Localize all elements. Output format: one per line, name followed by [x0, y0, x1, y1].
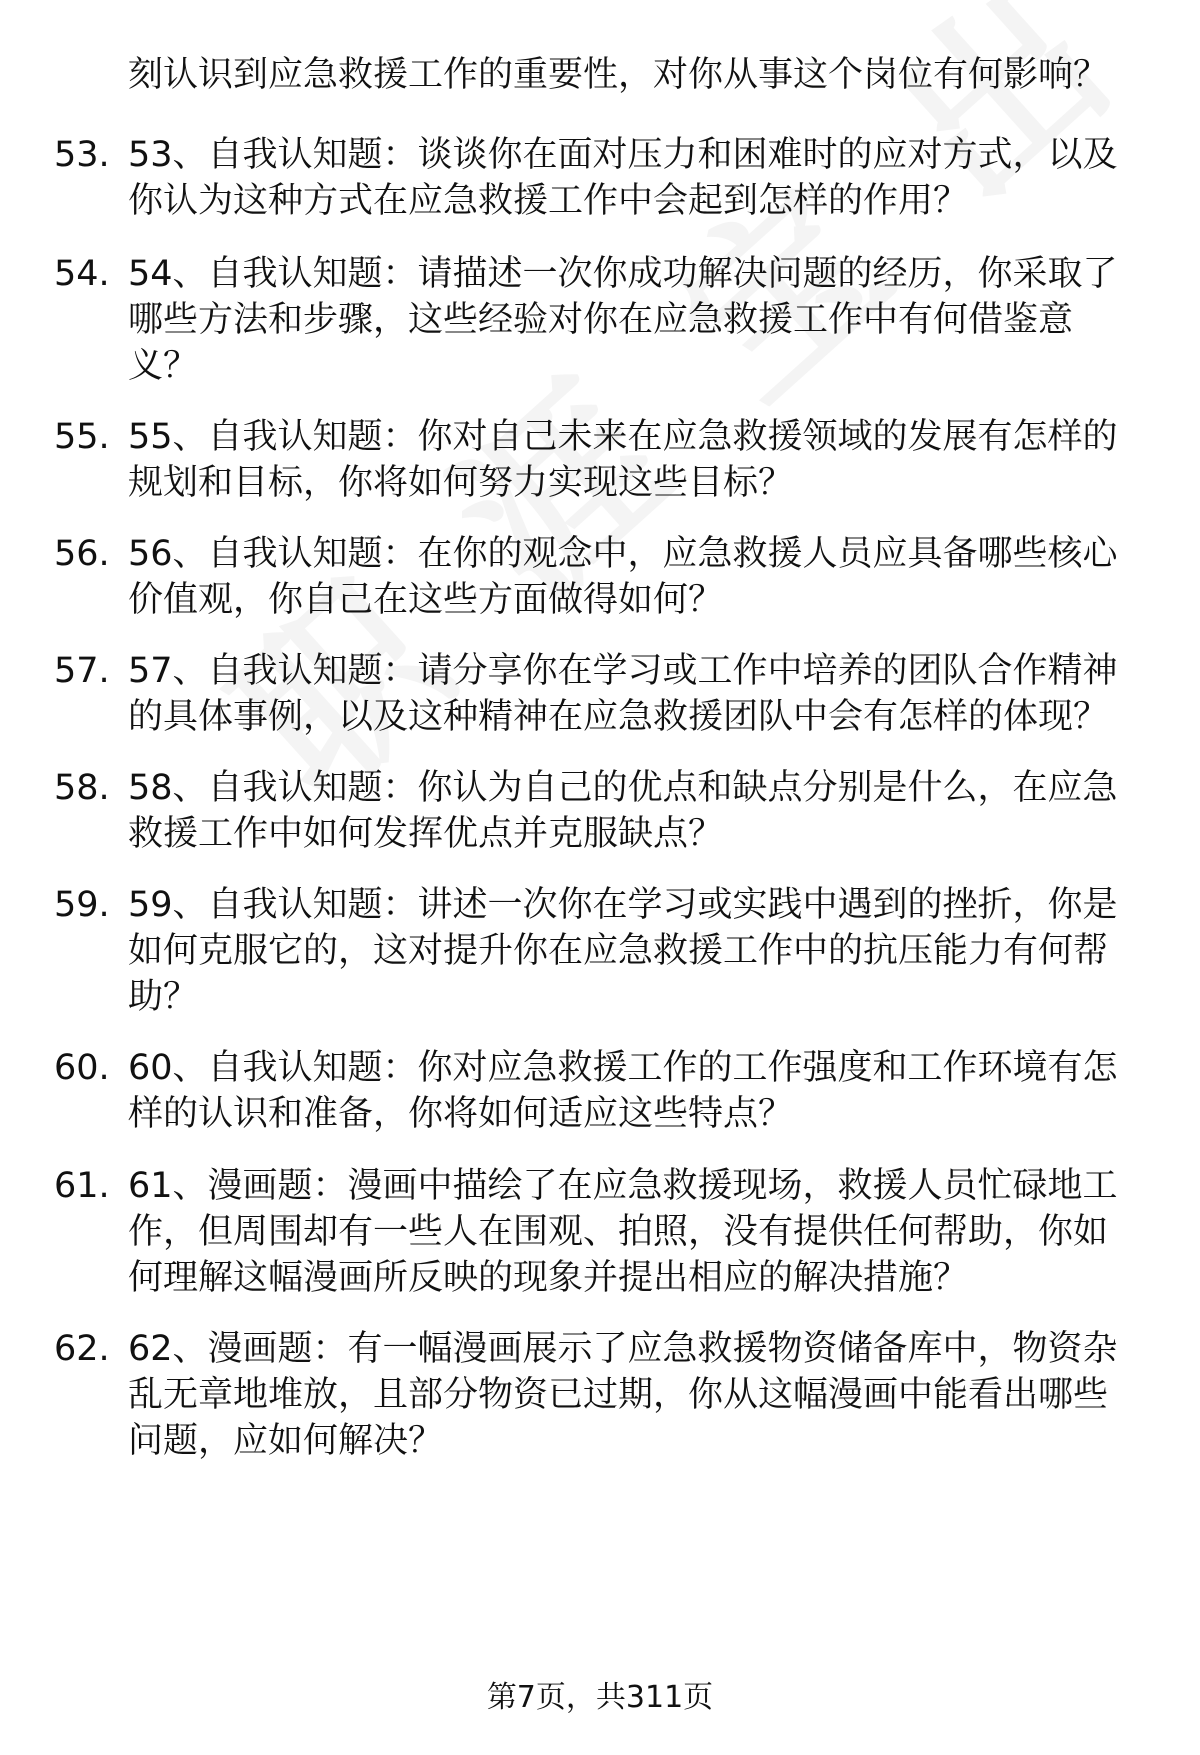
question-line: 60、自我认知题：你对应急救援工作的工作强度和工作环境有怎	[128, 1048, 1118, 1088]
question-line: 54、自我认知题：请描述一次你成功解决问题的经历，你采取了	[128, 254, 1118, 294]
question-line: 58、自我认知题：你认为自己的优点和缺点分别是什么，在应急	[128, 768, 1118, 808]
list-number: 57.	[54, 651, 110, 691]
question-line: 乱无章地堆放，且部分物资已过期，你从这幅漫画中能看出哪些	[128, 1375, 1109, 1415]
question-line: 55、自我认知题：你对自己未来在应急救援领域的发展有怎样的	[128, 417, 1118, 457]
question-line: 如何克服它的，这对提升你在应急救援工作中的抗压能力有何帮	[128, 931, 1109, 971]
list-number: 55.	[54, 417, 110, 457]
question-line: 你认为这种方式在应急救援工作中会起到怎样的作用？	[128, 181, 969, 221]
list-number: 56.	[54, 534, 110, 574]
question-line: 的具体事例，以及这种精神在应急救援团队中会有怎样的体现？	[128, 697, 1109, 737]
question-line: 样的认识和准备，你将如何适应这些特点？	[128, 1094, 794, 1134]
intro-line: 刻认识到应急救援工作的重要性，对你从事这个岗位有何影响？	[128, 55, 1109, 95]
list-number: 62.	[54, 1329, 110, 1369]
question-line: 作，但周围却有一些人在围观、拍照，没有提供任何帮助，你如	[128, 1212, 1109, 1252]
question-line: 助？	[128, 977, 199, 1017]
question-line: 何理解这幅漫画所反映的现象并提出相应的解决措施？	[128, 1258, 969, 1298]
question-line: 53、自我认知题：谈谈你在面对压力和困难时的应对方式，以及	[128, 135, 1118, 175]
list-number: 59.	[54, 885, 110, 925]
list-number: 54.	[54, 254, 110, 294]
question-line: 59、自我认知题：讲述一次你在学习或实践中遇到的挫折，你是	[128, 885, 1118, 925]
question-line: 义？	[128, 346, 199, 386]
question-line: 价值观，你自己在这些方面做得如何？	[128, 580, 724, 620]
page-footer: 第7页，共311页	[486, 1680, 714, 1715]
question-line: 62、漫画题：有一幅漫画展示了应急救援物资储备库中，物资杂	[128, 1329, 1118, 1369]
list-number: 61.	[54, 1166, 110, 1206]
list-number: 58.	[54, 768, 110, 808]
question-line: 56、自我认知题：在你的观念中，应急救援人员应具备哪些核心	[128, 534, 1118, 574]
question-line: 61、漫画题：漫画中描绘了在应急救援现场，救援人员忙碌地工	[128, 1166, 1118, 1206]
question-line: 57、自我认知题：请分享你在学习或工作中培养的团队合作精神	[128, 651, 1118, 691]
question-line: 哪些方法和步骤，这些经验对你在应急救援工作中有何借鉴意	[128, 300, 1074, 340]
list-number: 53.	[54, 135, 110, 175]
list-number: 60.	[54, 1048, 110, 1088]
question-line: 救援工作中如何发挥优点并克服缺点？	[128, 814, 724, 854]
question-line: 规划和目标，你将如何努力实现这些目标？	[128, 463, 794, 503]
question-line: 问题，应如何解决？	[128, 1421, 444, 1461]
